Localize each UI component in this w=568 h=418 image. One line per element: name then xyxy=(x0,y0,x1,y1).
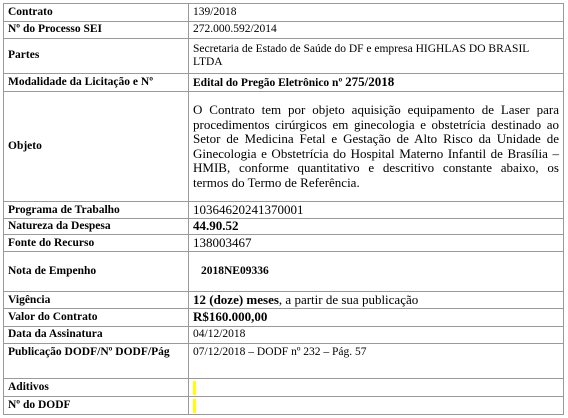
assinatura-label: Data da Assinatura xyxy=(4,326,189,343)
modalidade-prefix: Edital do Pregão Eletrônico nº xyxy=(193,77,346,90)
table-row xyxy=(4,292,564,309)
partes-value: Secretaria de Estado de Saúde do DF e empresa HIGHLAS DO BRASIL LTDA xyxy=(189,38,564,74)
table-row xyxy=(4,235,564,252)
dodf-value xyxy=(189,397,564,415)
contrato-value: 139/2018 xyxy=(189,4,564,22)
table-row xyxy=(4,74,564,92)
programa-value: 10364620241370001 xyxy=(189,202,564,218)
processo-label: Nº do Processo SEI xyxy=(4,21,189,38)
valor-value: R$160.000,00 xyxy=(189,308,564,326)
table-row xyxy=(4,379,564,397)
table-row xyxy=(4,38,564,74)
table-row xyxy=(4,21,564,38)
publicacao-label: Publicação DODF/Nº DODF/Pág xyxy=(4,343,189,379)
modalidade-label: Modalidade da Licitação e Nº xyxy=(4,74,189,92)
valor-label: Valor do Contrato xyxy=(4,308,189,326)
objeto-value: O Contrato tem por objeto aquisição equipamento de Laser para procedimentos cirúrgicos em ginecologia e obstetrícia destinado ao Setor de Medicina Fetal e Gestação de Alto Risco da Unidade de Ginecologia e Obstetrícia do Hospital Materno Infantil de Brasília – HMIB, conforme quantitativo e descritivo constante abaixo, os termos do Termo de Referência. xyxy=(189,92,564,202)
table-row xyxy=(4,92,564,202)
modalidade-number: 275/2018 xyxy=(345,74,395,90)
processo-value: 272.000.592/2014 xyxy=(189,21,564,38)
table-row xyxy=(4,326,564,343)
vigencia-duration: 12 (doze) meses xyxy=(193,291,279,307)
fonte-value: 138003467 xyxy=(189,235,564,252)
highlight-mark xyxy=(193,381,196,395)
table-row xyxy=(4,397,564,415)
table-row xyxy=(4,343,564,379)
modalidade-value xyxy=(189,74,564,92)
fonte-label: Fonte do Recurso xyxy=(4,235,189,252)
table-row xyxy=(4,202,564,218)
highlight-mark xyxy=(193,399,196,413)
empenho-value: 2018NE09336 xyxy=(189,252,564,292)
table-row xyxy=(4,218,564,235)
objeto-label: Objeto xyxy=(4,92,189,202)
contrato-label: Contrato xyxy=(4,4,189,22)
assinatura-value: 04/12/2018 xyxy=(189,326,564,343)
empenho-label: Nota de Empenho xyxy=(4,252,189,292)
table-row xyxy=(4,4,564,22)
dodf-label: Nº do DODF xyxy=(4,397,189,415)
natureza-label: Natureza da Despesa xyxy=(4,218,189,235)
vigencia-label: Vigência xyxy=(4,292,189,309)
natureza-value: 44.90.52 xyxy=(189,218,564,235)
vigencia-rest: , a partir de sua publicação xyxy=(278,291,419,307)
aditivos-label: Aditivos xyxy=(4,379,189,397)
table-row xyxy=(4,308,564,326)
publicacao-value: 07/12/2018 – DODF nº 232 – Pág. 57 xyxy=(189,343,564,379)
table-row xyxy=(4,252,564,292)
vigencia-value xyxy=(189,292,564,309)
contract-summary-table xyxy=(3,3,564,415)
aditivos-value xyxy=(189,379,564,397)
partes-label: Partes xyxy=(4,38,189,74)
programa-label: Programa de Trabalho xyxy=(4,202,189,218)
